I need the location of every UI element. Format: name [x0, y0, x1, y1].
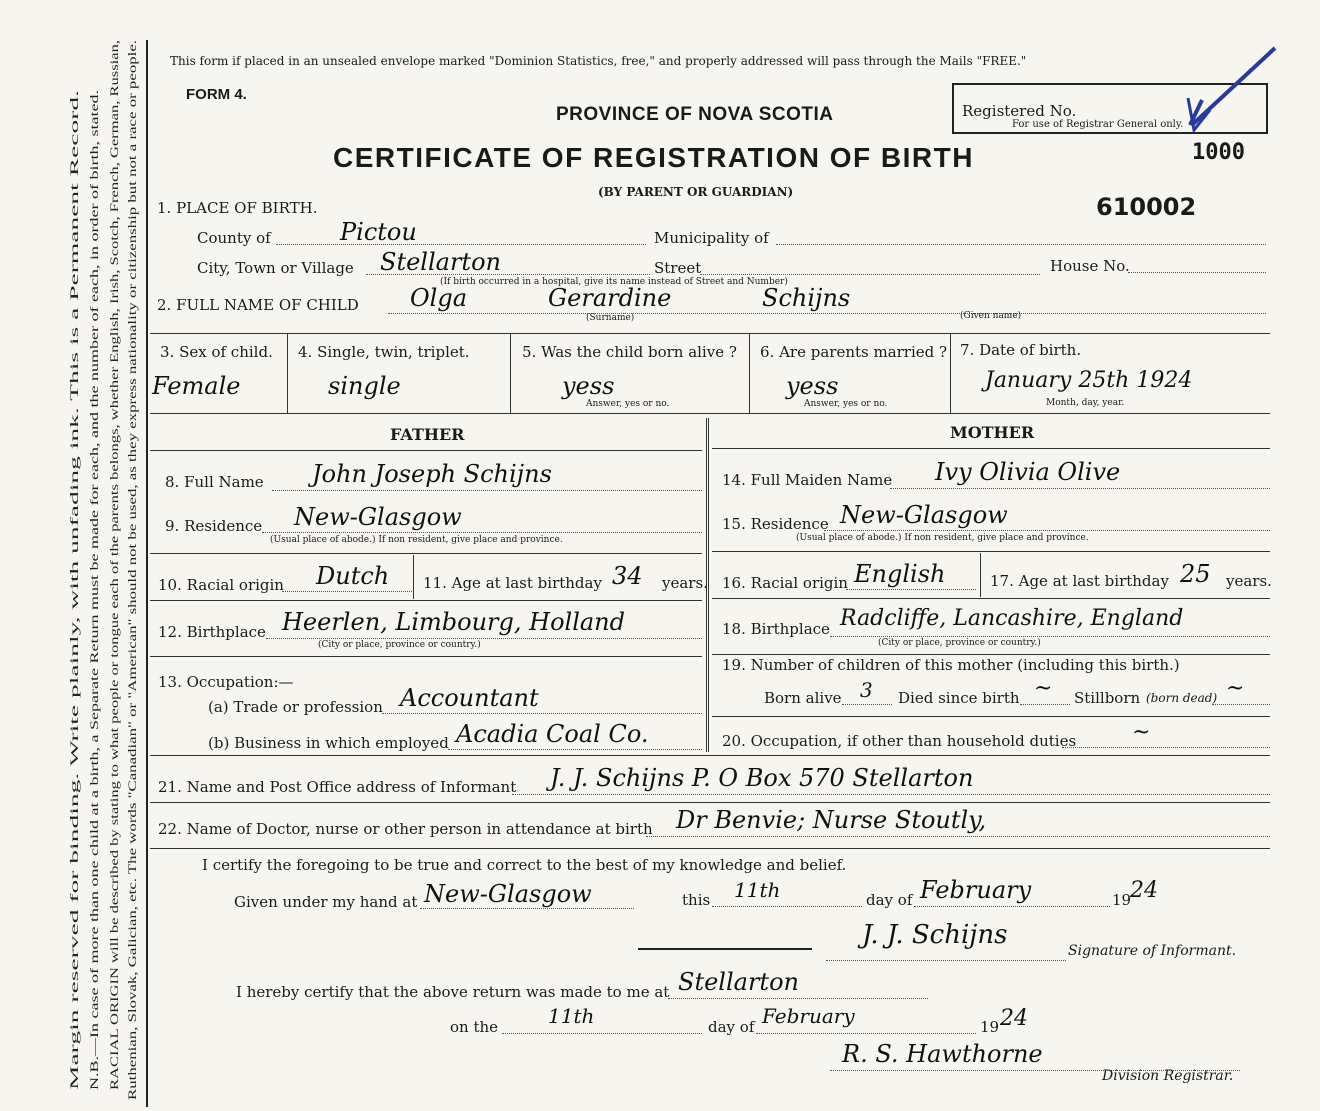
doctor-value: Dr Benvie; Nurse Stoutly,	[676, 806, 987, 834]
mother-name-line	[890, 488, 1270, 489]
registrar-place-line	[668, 998, 928, 999]
registrar-title: Division Registrar.	[1102, 1068, 1234, 1084]
father-name-line	[272, 490, 702, 491]
mother-age-unit: years.	[1226, 572, 1272, 590]
father-birthplace-line	[266, 638, 702, 639]
given-label: Given under my hand at	[234, 893, 418, 911]
day-of-label: day of	[866, 891, 913, 909]
business-line	[448, 749, 702, 750]
registered-number: 1000	[1192, 140, 1245, 165]
born-alive-value: 3	[860, 678, 873, 702]
occupation-label: 13. Occupation:—	[158, 673, 294, 691]
rule-row3-v3	[749, 333, 750, 413]
alive-note: Answer, yes or no.	[586, 399, 670, 409]
month-line	[914, 906, 1110, 907]
mother-birthplace-value: Radcliffe, Lancashire, England	[840, 606, 1184, 631]
year-value: 24	[1130, 878, 1158, 903]
certificate-subtitle: (BY PARENT OR GUARDIAN)	[598, 185, 794, 199]
single-value: single	[328, 372, 401, 400]
rule-before-certify	[150, 848, 1270, 849]
mother-heading-rule	[712, 448, 1270, 449]
margin-line-4: Ruthenian, Slovak, Galician, etc. The words "Canadian" or "American" should not be used, as they express nationality or citizenship but not a race or people.	[127, 375, 139, 1100]
margin-line-1: Margin reserved for binding. Write plainly, with unfading ink. This is a Permanent Record.	[69, 671, 81, 1090]
mother-occupation-label: 20. Occupation, if other than household duties	[722, 732, 1077, 750]
registered-label: Registered No.	[962, 102, 1077, 120]
mother-name-value: Ivy Olivia Olive	[935, 458, 1121, 486]
trade-value: Accountant	[400, 684, 539, 712]
married-label: 6. Are parents married ?	[760, 343, 948, 361]
county-label: County of	[197, 229, 271, 247]
mother-heading: MOTHER	[950, 423, 1035, 442]
mother-occupation-value: ~	[1132, 720, 1151, 745]
child-name-line	[388, 313, 1266, 314]
mother-name-label: 14. Full Maiden Name	[722, 471, 893, 489]
binding-margin-notes	[0, 0, 145, 1107]
father-residence-line	[262, 532, 702, 533]
doctor-label: 22. Name of Doctor, nurse or other person in attendance at birth	[158, 820, 653, 838]
sex-label: 3. Sex of child.	[160, 343, 273, 361]
mother-residence-note: (Usual place of abode.) If non resident, give place and province.	[796, 533, 1089, 543]
form-number: FORM 4.	[186, 86, 247, 103]
child-name-label: 2. FULL NAME OF CHILD	[157, 296, 359, 314]
rule-row3-v2	[510, 333, 511, 413]
born-alive-line	[842, 704, 892, 705]
given-place-value: New-Glasgow	[424, 880, 592, 908]
rule-row3-v1	[287, 333, 288, 413]
father-rule-1	[150, 553, 702, 554]
place-of-birth-label: 1. PLACE OF BIRTH.	[157, 199, 318, 217]
mother-rule-1	[712, 551, 1270, 552]
sex-value: Female	[152, 372, 241, 400]
registrar-month-line	[756, 1033, 976, 1034]
father-name-value: John Joseph Schijns	[312, 460, 552, 488]
this-label: this	[682, 891, 711, 909]
county-value: Pictou	[340, 218, 417, 246]
certify-statement: I certify the foregoing to be true and correct to the best of my knowledge and belief.	[202, 856, 847, 874]
mother-residence-line	[824, 530, 1270, 531]
registrar-statement: I hereby certify that the above return was made to me at	[236, 983, 670, 1001]
date-value: January 25th 1924	[985, 368, 1193, 393]
given-place-line	[420, 908, 634, 909]
child-given-1: Olga	[410, 284, 468, 312]
single-label: 4. Single, twin, triplet.	[298, 343, 470, 361]
surname-note: (Surname)	[586, 313, 635, 323]
trade-label: (a) Trade or profession	[208, 698, 383, 716]
father-birthplace-note: (City or place, province or country.)	[318, 640, 481, 650]
registrar-place-value: Stellarton	[678, 968, 799, 996]
date-note: Month, day, year.	[1046, 398, 1125, 408]
certificate-title: CERTIFICATE OF REGISTRATION OF BIRTH	[333, 142, 974, 173]
registrar-month-value: February	[762, 1004, 855, 1028]
business-value: Acadia Coal Co.	[456, 720, 649, 748]
month-value: February	[920, 876, 1032, 904]
rule-row3-bottom	[150, 413, 1270, 414]
died-label: Died since birth	[898, 689, 1020, 707]
stamp-number: 610002	[1096, 193, 1197, 221]
margin-rule	[146, 40, 148, 1107]
father-heading-rule	[150, 450, 702, 451]
street-line	[700, 274, 1040, 275]
rule-row3-v4	[950, 333, 951, 413]
house-line	[1128, 272, 1266, 273]
alive-label: 5. Was the child born alive ?	[522, 343, 737, 361]
informant-label: 21. Name and Post Office address of Informant	[158, 778, 517, 796]
died-line	[1020, 704, 1070, 705]
mother-birthplace-note: (City or place, province or country.)	[878, 638, 1041, 648]
mother-age-value: 25	[1180, 560, 1211, 588]
father-race-divider	[413, 555, 414, 599]
mother-birthplace-label: 18. Birthplace	[722, 620, 830, 638]
father-residence-note: (Usual place of abode.) If non resident, give place and province.	[270, 535, 563, 545]
registrar-year-prefix: 19	[980, 1018, 1000, 1036]
registrar-day-of-label: day of	[708, 1018, 755, 1036]
this-value: 11th	[734, 878, 781, 902]
given-note: (Given name)	[960, 311, 1022, 321]
father-race-label: 10. Racial origin	[158, 576, 284, 594]
mother-race-line	[846, 589, 976, 590]
hospital-note: (If birth occurred in a hospital, give its name instead of Street and Number)	[440, 277, 788, 287]
municipality-line	[776, 244, 1266, 245]
county-line	[276, 244, 646, 245]
informant-line	[512, 794, 1270, 795]
mother-occupation-line	[1062, 747, 1270, 748]
stillborn-value: ~	[1226, 676, 1245, 701]
checkmark-icon	[1180, 40, 1280, 140]
registrar-year-value: 24	[1000, 1006, 1028, 1031]
province-title: PROVINCE OF NOVA SCOTIA	[556, 104, 834, 125]
municipality-label: Municipality of	[654, 229, 769, 247]
father-birthplace-label: 12. Birthplace	[158, 623, 266, 641]
year-prefix: 19	[1112, 891, 1132, 909]
city-label: City, Town or Village	[197, 259, 354, 277]
father-age-value: 34	[612, 562, 643, 590]
father-heading: FATHER	[390, 425, 465, 444]
father-race-line	[282, 591, 412, 592]
mother-birthplace-line	[830, 636, 1270, 637]
born-alive-label: Born alive	[764, 689, 842, 707]
mother-race-value: English	[854, 560, 946, 588]
registrar-day-value: 11th	[548, 1004, 595, 1028]
informant-signature-line	[826, 960, 1066, 961]
children-label: 19. Number of children of this mother (including this birth.)	[722, 656, 1180, 674]
mother-race-divider	[980, 553, 981, 597]
registrar-signature: R. S. Hawthorne	[842, 1040, 1043, 1068]
child-surname: Schijns	[762, 284, 851, 312]
mother-race-label: 16. Racial origin	[722, 574, 848, 592]
father-race-value: Dutch	[316, 562, 390, 590]
informant-signature: J. J. Schijns	[862, 920, 1008, 950]
business-label: (b) Business in which employed	[208, 734, 449, 752]
father-rule-3	[150, 656, 702, 657]
mother-rule-3	[712, 654, 1270, 655]
father-rule-2	[150, 600, 702, 601]
rule-row3-top	[150, 333, 1270, 334]
rule-before-informant	[150, 755, 1270, 756]
this-line	[712, 906, 862, 907]
stillborn-line	[1212, 704, 1270, 705]
mail-note: This form if placed in an unsealed envelope marked "Dominion Statistics, free," and properly addressed will pass through the Mails "FREE."	[170, 54, 1027, 68]
stillborn-note: (born dead)	[1146, 691, 1218, 705]
father-birthplace-value: Heerlen, Limbourg, Holland	[282, 608, 625, 636]
registrar-note: For use of Registrar General only.	[1012, 119, 1184, 130]
mother-residence-value: New-Glasgow	[840, 501, 1008, 529]
mother-rule-4	[712, 716, 1270, 717]
signature-label: Signature of Informant.	[1068, 943, 1237, 959]
child-given-2: Gerardine	[548, 284, 672, 312]
signature-rule	[638, 948, 812, 950]
street-label: Street	[654, 259, 702, 277]
house-label: House No.	[1050, 257, 1130, 275]
alive-value: yess	[562, 372, 615, 400]
trade-line	[382, 713, 702, 714]
married-note: Answer, yes or no.	[804, 399, 888, 409]
date-label: 7. Date of birth.	[960, 341, 1082, 359]
mother-age-label: 17. Age at last birthday	[990, 572, 1169, 590]
doctor-line	[646, 836, 1270, 837]
father-residence-value: New-Glasgow	[294, 503, 462, 531]
registrar-day-line	[502, 1033, 702, 1034]
mother-residence-label: 15. Residence	[722, 515, 829, 533]
stillborn-label: Stillborn	[1074, 689, 1141, 707]
father-residence-label: 9. Residence	[165, 517, 263, 535]
father-name-label: 8. Full Name	[165, 473, 264, 491]
registrar-on-label: on the	[450, 1018, 499, 1036]
married-value: yess	[786, 372, 839, 400]
died-value: ~	[1034, 676, 1053, 701]
mother-rule-2	[712, 598, 1270, 599]
margin-line-3: RACIAL ORIGIN will be described by stating to what people or tongue each of the parents belongs, whether English, Irish, Scotch, French, German, Russian,	[109, 359, 121, 1090]
city-value: Stellarton	[380, 248, 501, 276]
father-age-label: 11. Age at last birthday	[423, 574, 602, 592]
father-age-unit: years.	[662, 574, 708, 592]
margin-line-2: N.B.—In case of more than one child at a birth, a Separate Return must be made for each, and the number of each, in order of birth, stated.	[89, 451, 101, 1090]
rule-before-doctor	[150, 802, 1270, 803]
informant-value: J. J. Schijns P. O Box 570 Stellarton	[550, 764, 974, 792]
margin-notes-svg	[0, 0, 145, 1107]
